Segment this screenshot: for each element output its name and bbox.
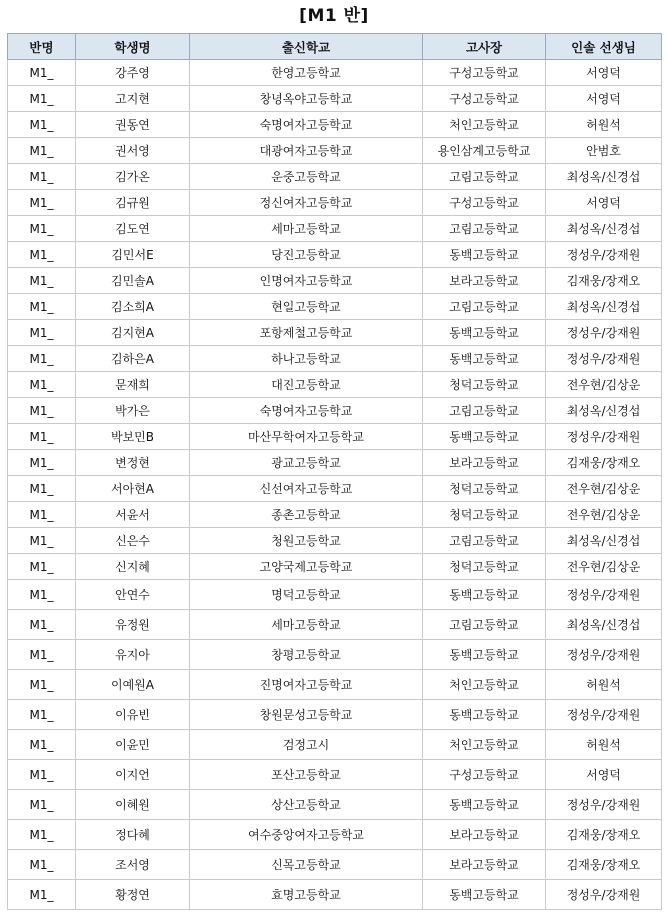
class-cell: M1_ <box>8 164 76 190</box>
exam-site-cell: 고림고등학교 <box>423 216 546 242</box>
table-row <box>8 164 662 190</box>
exam-site-cell: 청덕고등학교 <box>423 372 546 398</box>
student-name-cell: 이지언 <box>76 760 190 790</box>
teacher-cell: 김재웅/장재오 <box>546 850 662 880</box>
origin-school-cell: 운중고등학교 <box>190 164 423 190</box>
origin-school-cell: 여수중앙여자고등학교 <box>190 820 423 850</box>
class-cell: M1_ <box>8 60 76 86</box>
table-row <box>8 880 662 910</box>
table-row <box>8 450 662 476</box>
table-row <box>8 86 662 112</box>
class-cell: M1_ <box>8 320 76 346</box>
exam-site-cell: 처인고등학교 <box>423 112 546 138</box>
student-name-cell: 김민솔A <box>76 268 190 294</box>
exam-site-cell: 고림고등학교 <box>423 528 546 554</box>
origin-school-cell: 상산고등학교 <box>190 790 423 820</box>
class-cell: M1_ <box>8 502 76 528</box>
exam-site-cell: 동백고등학교 <box>423 320 546 346</box>
origin-school-cell: 세마고등학교 <box>190 216 423 242</box>
origin-school-cell: 세마고등학교 <box>190 610 423 640</box>
roster-body <box>8 60 662 910</box>
class-cell: M1_ <box>8 820 76 850</box>
origin-school-cell: 숙명여자고등학교 <box>190 398 423 424</box>
exam-site-cell: 동백고등학교 <box>423 242 546 268</box>
teacher-cell: 정성우/강재원 <box>546 242 662 268</box>
origin-school-cell: 정신여자고등학교 <box>190 190 423 216</box>
class-cell: M1_ <box>8 850 76 880</box>
teacher-cell: 김재웅/장재오 <box>546 820 662 850</box>
table-row <box>8 268 662 294</box>
student-name-cell: 이유빈 <box>76 700 190 730</box>
teacher-cell: 서영덕 <box>546 760 662 790</box>
student-name-cell: 정다혜 <box>76 820 190 850</box>
class-cell: M1_ <box>8 528 76 554</box>
header-student-name: 학생명 <box>76 34 190 60</box>
origin-school-cell: 효명고등학교 <box>190 880 423 910</box>
exam-site-cell: 동백고등학교 <box>423 424 546 450</box>
header-class: 반명 <box>8 34 76 60</box>
table-row <box>8 760 662 790</box>
teacher-cell: 전우현/김상운 <box>546 502 662 528</box>
header-origin-school: 출신학교 <box>190 34 423 60</box>
table-row <box>8 700 662 730</box>
origin-school-cell: 창녕옥야고등학교 <box>190 86 423 112</box>
exam-site-cell: 보라고등학교 <box>423 450 546 476</box>
student-name-cell: 강주영 <box>76 60 190 86</box>
teacher-cell: 최성옥/신경섭 <box>546 216 662 242</box>
table-row <box>8 242 662 268</box>
origin-school-cell: 현일고등학교 <box>190 294 423 320</box>
table-row <box>8 610 662 640</box>
exam-site-cell: 용인삼계고등학교 <box>423 138 546 164</box>
table-row <box>8 580 662 610</box>
teacher-cell: 전우현/김상운 <box>546 372 662 398</box>
student-name-cell: 유정원 <box>76 610 190 640</box>
teacher-cell: 최성옥/신경섭 <box>546 164 662 190</box>
class-cell: M1_ <box>8 242 76 268</box>
table-row <box>8 424 662 450</box>
teacher-cell: 정성우/강재원 <box>546 320 662 346</box>
teacher-cell: 김재웅/장재오 <box>546 268 662 294</box>
header-supervising-teacher: 인솔 선생님 <box>546 34 662 60</box>
teacher-cell: 김재웅/장재오 <box>546 450 662 476</box>
class-cell: M1_ <box>8 86 76 112</box>
student-name-cell: 서아현A <box>76 476 190 502</box>
exam-site-cell: 동백고등학교 <box>423 640 546 670</box>
teacher-cell: 최성옥/신경섭 <box>546 610 662 640</box>
student-name-cell: 김지현A <box>76 320 190 346</box>
origin-school-cell: 대광여자고등학교 <box>190 138 423 164</box>
student-name-cell: 고지현 <box>76 86 190 112</box>
teacher-cell: 정성우/강재원 <box>546 640 662 670</box>
teacher-cell: 전우현/김상운 <box>546 554 662 580</box>
table-row <box>8 554 662 580</box>
class-cell: M1_ <box>8 580 76 610</box>
table-row <box>8 790 662 820</box>
origin-school-cell: 한영고등학교 <box>190 60 423 86</box>
table-row <box>8 850 662 880</box>
table-row <box>8 476 662 502</box>
student-name-cell: 박가은 <box>76 398 190 424</box>
table-row <box>8 640 662 670</box>
exam-site-cell: 고림고등학교 <box>423 610 546 640</box>
student-name-cell: 이윤민 <box>76 730 190 760</box>
student-name-cell: 김소희A <box>76 294 190 320</box>
class-cell: M1_ <box>8 760 76 790</box>
student-name-cell: 권동연 <box>76 112 190 138</box>
student-name-cell: 권서영 <box>76 138 190 164</box>
student-name-cell: 김규원 <box>76 190 190 216</box>
table-row <box>8 398 662 424</box>
teacher-cell: 정성우/강재원 <box>546 424 662 450</box>
teacher-cell: 정성우/강재원 <box>546 790 662 820</box>
table-row <box>8 190 662 216</box>
teacher-cell: 서영덕 <box>546 86 662 112</box>
class-cell: M1_ <box>8 398 76 424</box>
origin-school-cell: 숙명여자고등학교 <box>190 112 423 138</box>
student-name-cell: 문재희 <box>76 372 190 398</box>
exam-site-cell: 구성고등학교 <box>423 60 546 86</box>
table-row <box>8 670 662 700</box>
table-row <box>8 372 662 398</box>
class-cell: M1_ <box>8 346 76 372</box>
origin-school-cell: 인명여자고등학교 <box>190 268 423 294</box>
student-name-cell: 신지혜 <box>76 554 190 580</box>
header-row <box>8 34 662 60</box>
class-cell: M1_ <box>8 424 76 450</box>
student-name-cell: 조서영 <box>76 850 190 880</box>
class-cell: M1_ <box>8 670 76 700</box>
teacher-cell: 허원석 <box>546 730 662 760</box>
table-row <box>8 112 662 138</box>
student-name-cell: 박보민B <box>76 424 190 450</box>
origin-school-cell: 대진고등학교 <box>190 372 423 398</box>
student-name-cell: 황정연 <box>76 880 190 910</box>
student-name-cell: 이예원A <box>76 670 190 700</box>
table-row <box>8 138 662 164</box>
class-cell: M1_ <box>8 880 76 910</box>
page-title: [M1 반] <box>299 6 369 26</box>
origin-school-cell: 신목고등학교 <box>190 850 423 880</box>
table-row <box>8 528 662 554</box>
teacher-cell: 정성우/강재원 <box>546 700 662 730</box>
exam-site-cell: 동백고등학교 <box>423 790 546 820</box>
exam-site-cell: 청덕고등학교 <box>423 502 546 528</box>
class-cell: M1_ <box>8 476 76 502</box>
teacher-cell: 허원석 <box>546 112 662 138</box>
class-cell: M1_ <box>8 730 76 760</box>
origin-school-cell: 하나고등학교 <box>190 346 423 372</box>
table-row <box>8 216 662 242</box>
teacher-cell: 허원석 <box>546 670 662 700</box>
student-name-cell: 안연수 <box>76 580 190 610</box>
student-name-cell: 김도연 <box>76 216 190 242</box>
header-exam-site: 고사장 <box>423 34 546 60</box>
teacher-cell: 최성옥/신경섭 <box>546 528 662 554</box>
student-name-cell: 김하은A <box>76 346 190 372</box>
exam-site-cell: 고림고등학교 <box>423 398 546 424</box>
teacher-cell: 최성옥/신경섭 <box>546 398 662 424</box>
table-row <box>8 502 662 528</box>
table-row <box>8 60 662 86</box>
origin-school-cell: 종촌고등학교 <box>190 502 423 528</box>
class-cell: M1_ <box>8 112 76 138</box>
exam-site-cell: 보라고등학교 <box>423 268 546 294</box>
teacher-cell: 정성우/강재원 <box>546 580 662 610</box>
table-row <box>8 730 662 760</box>
exam-site-cell: 처인고등학교 <box>423 670 546 700</box>
teacher-cell: 최성옥/신경섭 <box>546 294 662 320</box>
class-cell: M1_ <box>8 450 76 476</box>
table-row <box>8 346 662 372</box>
teacher-cell: 안범호 <box>546 138 662 164</box>
teacher-cell: 서영덕 <box>546 60 662 86</box>
origin-school-cell: 광교고등학교 <box>190 450 423 476</box>
class-cell: M1_ <box>8 294 76 320</box>
exam-site-cell: 구성고등학교 <box>423 760 546 790</box>
teacher-cell: 서영덕 <box>546 190 662 216</box>
origin-school-cell: 포산고등학교 <box>190 760 423 790</box>
class-cell: M1_ <box>8 610 76 640</box>
class-cell: M1_ <box>8 216 76 242</box>
class-cell: M1_ <box>8 372 76 398</box>
origin-school-cell: 진명여자고등학교 <box>190 670 423 700</box>
teacher-cell: 정성우/강재원 <box>546 346 662 372</box>
origin-school-cell: 명덕고등학교 <box>190 580 423 610</box>
class-cell: M1_ <box>8 554 76 580</box>
exam-site-cell: 고림고등학교 <box>423 294 546 320</box>
origin-school-cell: 당진고등학교 <box>190 242 423 268</box>
table-row <box>8 820 662 850</box>
exam-site-cell: 구성고등학교 <box>423 190 546 216</box>
student-name-cell: 서윤서 <box>76 502 190 528</box>
origin-school-cell: 창평고등학교 <box>190 640 423 670</box>
exam-site-cell: 동백고등학교 <box>423 880 546 910</box>
student-name-cell: 유지아 <box>76 640 190 670</box>
student-name-cell: 변정현 <box>76 450 190 476</box>
exam-site-cell: 동백고등학교 <box>423 346 546 372</box>
exam-site-cell: 구성고등학교 <box>423 86 546 112</box>
exam-site-cell: 처인고등학교 <box>423 730 546 760</box>
student-name-cell: 김민서E <box>76 242 190 268</box>
class-cell: M1_ <box>8 640 76 670</box>
exam-site-cell: 고림고등학교 <box>423 164 546 190</box>
class-cell: M1_ <box>8 268 76 294</box>
origin-school-cell: 창원문성고등학교 <box>190 700 423 730</box>
origin-school-cell: 고양국제고등학교 <box>190 554 423 580</box>
origin-school-cell: 신선여자고등학교 <box>190 476 423 502</box>
origin-school-cell: 포항제철고등학교 <box>190 320 423 346</box>
teacher-cell: 정성우/강재원 <box>546 880 662 910</box>
table-row <box>8 294 662 320</box>
exam-site-cell: 보라고등학교 <box>423 850 546 880</box>
exam-site-cell: 동백고등학교 <box>423 580 546 610</box>
student-name-cell: 김가온 <box>76 164 190 190</box>
student-roster-table <box>7 33 662 910</box>
origin-school-cell: 검정고시 <box>190 730 423 760</box>
origin-school-cell: 마산무학여자고등학교 <box>190 424 423 450</box>
origin-school-cell: 청원고등학교 <box>190 528 423 554</box>
teacher-cell: 전우현/김상운 <box>546 476 662 502</box>
exam-site-cell: 청덕고등학교 <box>423 476 546 502</box>
exam-site-cell: 보라고등학교 <box>423 820 546 850</box>
class-cell: M1_ <box>8 190 76 216</box>
table-row <box>8 320 662 346</box>
exam-site-cell: 동백고등학교 <box>423 700 546 730</box>
student-name-cell: 신은수 <box>76 528 190 554</box>
class-cell: M1_ <box>8 790 76 820</box>
class-cell: M1_ <box>8 138 76 164</box>
student-name-cell: 이혜원 <box>76 790 190 820</box>
exam-site-cell: 청덕고등학교 <box>423 554 546 580</box>
class-cell: M1_ <box>8 700 76 730</box>
